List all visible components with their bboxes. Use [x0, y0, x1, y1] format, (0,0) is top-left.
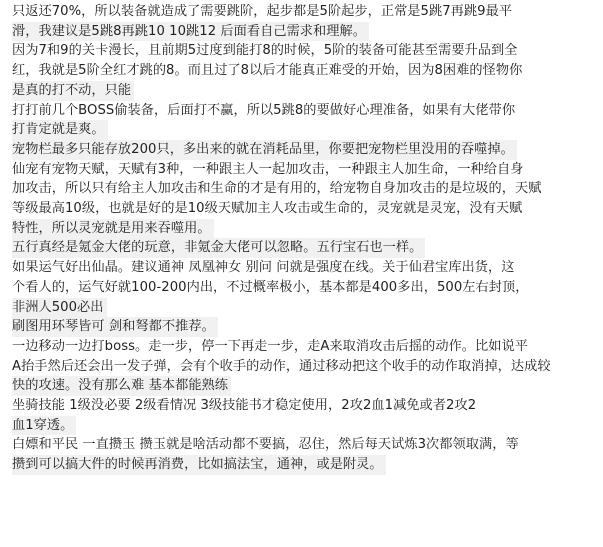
text-line: 白嫖和平民 一直攒玉 攒玉就是啥活动都不要搞，忍住，然后每天试炼3次都领取满，等 — [12, 437, 519, 453]
text-line: 打肯定就是爽。 — [12, 120, 595, 140]
text-line: 坐骑技能 1级没必要 2级看情况 3级技能书才稳定使用，2攻2血1减免或者2攻2 — [12, 398, 477, 414]
paragraph-boss-movement — [12, 337, 595, 396]
text-line: 宠物栏最多只能存放200只，多出来的就在消耗品里，你要把宠物栏里没用的吞噬掉。 — [12, 140, 595, 160]
text-line: 加攻击，所以只有给主人加攻击和生命的才是有用的，给宠物自身加攻击的是垃圾的，天赋 — [12, 181, 542, 197]
paragraph-immortal-crystal — [12, 258, 595, 317]
paragraph-weapon-choice — [12, 317, 595, 337]
paragraph-five-elements — [12, 238, 595, 258]
paragraph-free-players — [12, 435, 595, 474]
text-line: 五行真经是氪金大佬的玩意，非氪金大佬可以忽略。五行宝石也一样。 — [12, 238, 595, 258]
text-line: 打打前几个BOSS偷装备，后面打不赢，所以5跳8的要做好心理准备，如果有大佬带你 — [12, 102, 516, 118]
text-line: 特性，所以灵宠就是用来吞噬用。 — [12, 219, 595, 239]
text-line: 快的攻速。没有那么难 基本都能熟练 — [12, 376, 595, 396]
text-line: 因为7和9的关卡漫长，且前期5过度到能打8的时候，5阶的装备可能甚至需要升品到全 — [12, 43, 518, 59]
paragraph-mount-skills — [12, 396, 595, 435]
text-line: 非洲人500必出 — [12, 298, 595, 318]
text-line: 刷图用环琴皆可 剑和弩都不推荐。 — [12, 317, 595, 337]
text-line: 红，我就是5阶全红才跳的8。而且过了8以后才能真正难受的开始，因为8困难的怪物你 — [12, 63, 523, 79]
paragraph-pet-storage — [12, 140, 595, 160]
text-line: A抬手然后还会出一发子弹，会有个收手的动作，通过移动把这个收手的动作取消掉，达成较 — [12, 358, 551, 374]
paragraph-pet-talent — [12, 160, 595, 239]
paragraph-boss-gear — [12, 101, 595, 140]
text-line: 攒到可以搞大件的时候再消费，比如搞法宝，通神，或是附灵。 — [12, 455, 595, 475]
text-line: 滑，我建议是5跳8再跳10 10跳12 后面看自己需求和理解。 — [12, 22, 595, 42]
text-line: 个看人的，运气好就100-200内出，不过概率极小，基本都是400多出，500左右封顶， — [12, 279, 529, 295]
text-line: 等级最高10级，也就是好的是10级天赋加主人攻击或生命的，灵宠就是灵宠，没有天赋 — [12, 201, 523, 217]
paragraph-upgrade-tiers — [12, 2, 595, 41]
text-line: 是真的打不动，只能 — [12, 81, 595, 101]
text-line: 如果运气好出仙晶。建议通神 凤凰神女 别问 问就是强度在线。关于仙君宝库出货，这 — [12, 260, 515, 276]
text-line: 血1穿透。 — [12, 416, 595, 436]
text-line: 只返还70%，所以装备就造成了需要跳阶，起步都是5阶起步，正常是5跳7再跳9最平 — [12, 4, 513, 19]
text-line: 一边移动一边打boss。走一步，停一下再走一步，走A来取消攻击后摇的动作。比如说平 — [12, 338, 528, 354]
paragraph-stage-difficulty — [12, 41, 595, 100]
text-line: 仙宠有宠物天赋，天赋有3种，一种跟主人一起加攻击，一种跟主人加生命，一种给自身 — [12, 161, 524, 177]
